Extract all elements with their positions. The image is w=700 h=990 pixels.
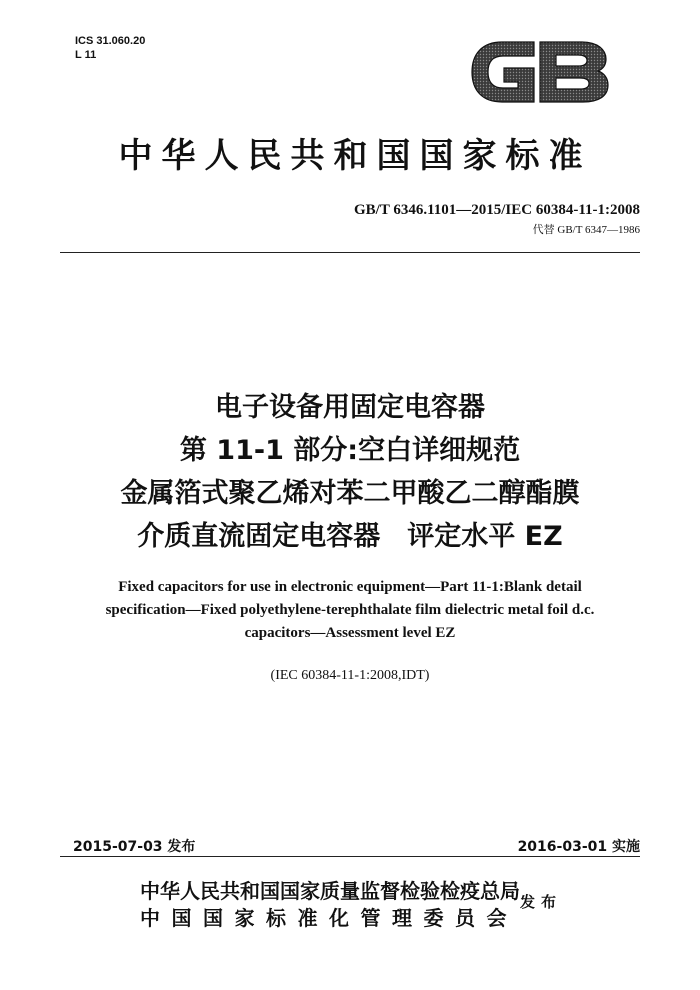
header-divider (60, 252, 640, 253)
issuer-line: 中华人民共和国国家质量监督检验检疫总局 (140, 879, 520, 903)
footer-divider (60, 856, 640, 857)
standard-number-block (354, 202, 640, 237)
ics-code: ICS 31.060.20 (75, 35, 146, 47)
publish-label: 发布 (520, 893, 563, 911)
issuing-authorities (140, 878, 520, 932)
standard-number: GB/T 6346.1101—2015/IEC 60384-11-1:2008 (354, 202, 640, 218)
chinese-title-line: 电子设备用固定电容器 (215, 392, 485, 423)
english-title-line: Fixed capacitors for use in electronic equipment—Part 11-1:Blank detail (118, 579, 582, 595)
implementation-date: 2016-03-01 实施 (517, 839, 640, 855)
chinese-title-line: 金属箔式聚乙烯对苯二甲酸乙二醇酯膜 (120, 478, 580, 509)
standard-type-title: 中华人民共和国国家标准 (118, 136, 592, 176)
issuer-line: 中国国家标准化管理委员会 (140, 906, 518, 930)
ics-classification (75, 34, 145, 62)
issue-date: 2015-07-03 发布 (73, 839, 196, 855)
english-title-line: specification—Fixed polyethylene-terephthalate film dielectric metal foil d.c. (105, 602, 595, 618)
english-title (70, 576, 630, 645)
gb-logo (470, 38, 610, 106)
replaces-note: 代替 GB/T 6347—1986 (532, 224, 640, 236)
chinese-title-line: 介质直流固定电容器 评定水平 EZ (137, 521, 563, 552)
chinese-title (40, 386, 660, 558)
chinese-title-line: 第 11-1 部分:空白详细规范 (179, 435, 521, 466)
english-title-line: capacitors—Assessment level EZ (244, 625, 456, 641)
ccs-code: L 11 (75, 49, 97, 61)
iec-reference: (IEC 60384-11-1:2008,IDT) (270, 668, 430, 683)
